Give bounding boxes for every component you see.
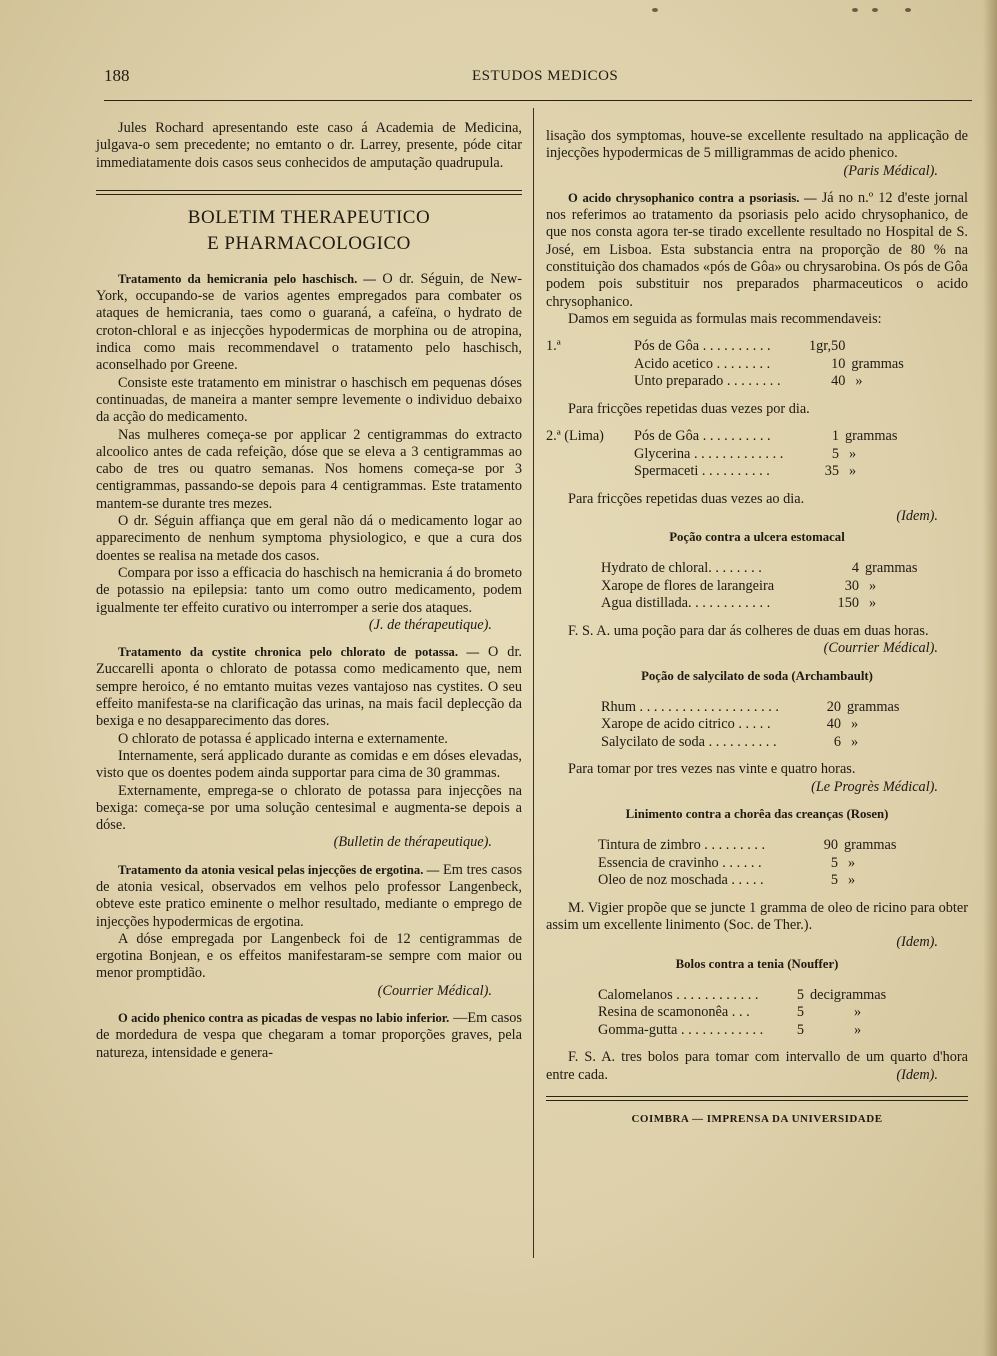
formula-note: Para fricções repetidas duas vezes por dia.	[568, 400, 810, 417]
header-rule	[104, 100, 972, 101]
paragraph: Externamente, emprega-se o chlorato de potassa para injecções na bexiga: começa-se por uma solução centesimal e augmenta-se depois a dóse.	[96, 782, 522, 834]
ink-smudge	[652, 8, 658, 12]
paragraph: O dr. Séguin affiança que em geral não dá o medicamento logar ao apparecimento de nenhum symptoma physiologico, e que a cura dos doentes se realisa na metade dos casos.	[96, 513, 522, 564]
page-header	[104, 66, 974, 96]
imprint-footer: COIMBRA — IMPRENSA DA UNIVERSIDADE	[631, 1113, 883, 1126]
running-head: ESTUDOS MEDICOS	[472, 68, 619, 84]
formula-6	[598, 987, 886, 1040]
formula-row: Xarope de acido citrico . . . . . 40 »	[601, 716, 859, 733]
continued-paragraph: lisação dos symptomas, houve-se excellente resultado na applicação de injecções hypodermicas de 5 milligrammas de acido phenico.	[546, 128, 968, 162]
page-number: 188	[104, 66, 130, 85]
source-citation: (Paris Médical).	[843, 162, 938, 179]
source-citation: (J. de thérapeutique).	[368, 616, 492, 633]
formula-row: Unto preparado . . . . . . . . 40 »	[634, 373, 863, 390]
formula-row: Rhum . . . . . . . . . . . . . . . . . . . . 20 grammas	[601, 698, 900, 715]
formula-number: 2.ª (Lima)	[546, 428, 604, 445]
source-citation: (Courrier Médical).	[377, 982, 492, 999]
paragraph: Damos em seguida as formulas mais recommendaveis:	[568, 310, 882, 327]
formula-3	[601, 560, 917, 613]
right-column	[546, 128, 968, 1129]
source-citation: (Idem).	[896, 1067, 938, 1084]
formula-row: 2.ª (Lima) Pós de Gôa . . . . . . . . . . 1 grammas	[546, 428, 898, 445]
footer-double-rule	[546, 1096, 968, 1101]
formula-5	[598, 837, 896, 890]
article-hemicrania: Tratamento da hemicrania pelo haschisch. — O dr. Séguin, de New-York, occupando-se de varios agentes empregados para combater os ataques de hemicrania, taes como o guaraná, a cafeïna, o hydrato de croton-chloral e as injecções hypodermicas de morphina ou de atropina, indica como mais recommendavel o tratamento pelo haschisch, aconselhado por Greene.	[96, 270, 522, 374]
article-heading: O acido phenico contra as picadas de vespas no labio inferior.	[118, 1011, 450, 1026]
paragraph: Nas mulheres começa-se por applicar 2 centigrammas do extracto alcoolico antes de cada refeição, dóse que se eleva a 3 centigrammas ao cabo de tres ou quatro semanas. Nos homens começa-se por 3 centigrammas, passando-se depois para 4 centigrammas. Este tratamento mantem-se durante tres mezes.	[96, 426, 522, 512]
formula-row: Resina de scamononêa . . . 5 »	[598, 1004, 862, 1021]
formula-row: Essencia de cravinho . . . . . . 5 »	[598, 854, 856, 871]
column-divider	[533, 108, 534, 1258]
source-citation: (Courrier Médical).	[823, 640, 938, 657]
article-cystite: Tratamento da cystite chronica pelo chlorato de potassa. — O dr. Zuccarelli aponta o chlorato de potassa como medicamento que, nem sempre heroico, é no emtanto muitas vezes vantajoso nas cystites. O seu effeito manifesta-se na clarificação das urinas, na mais facil deplecção da bexiga e no desapparecimento das dores.	[96, 644, 523, 730]
formula-heading: Poção de salycilato de soda (Archambault)	[641, 668, 873, 683]
formula-row: Glycerina . . . . . . . . . . . . . 5 »	[634, 445, 857, 462]
source-citation: (Idem).	[896, 507, 938, 524]
formula-2	[546, 428, 897, 481]
formula-number: 1.ª	[546, 338, 561, 355]
article-heading: Tratamento da atonia vesical pelas injecções de ergotina. —	[118, 862, 440, 877]
formula-row: Spermaceti . . . . . . . . . . 35 »	[634, 463, 857, 480]
ink-smudge	[872, 8, 878, 12]
formula-note: F. S. A. tres bolos para tomar com intervallo de um quarto d'hora entre cada.	[546, 1049, 968, 1083]
formula-row: 1.ª Pós de Gôa . . . . . . . . . . 1gr,50	[546, 338, 846, 355]
formula-row: Gomma-gutta . . . . . . . . . . . . 5 »	[598, 1021, 862, 1038]
formula-row: Calomelanos . . . . . . . . . . . . 5 decigrammas	[598, 986, 887, 1003]
formula-row: Salycilato de soda . . . . . . . . . . 6 »	[601, 733, 859, 750]
article-heading: Tratamento da hemicrania pelo haschisch. —	[118, 271, 376, 286]
source-citation: (Le Progrès Médical).	[811, 778, 938, 795]
section-double-rule	[96, 190, 522, 195]
article-acido-phenico: O acido phenico contra as picadas de vespas no labio inferior. —Em casos de mordedura de vespa que chegaram a tomar proporções graves, pela natureza, intensidade e genera-	[96, 1010, 522, 1061]
paragraph: A dóse empregada por Langenbeck foi de 12 centigrammas de ergotina Bonjean, e os effeitos manifestaram-se sempre com maior ou menor promptidão.	[96, 930, 522, 982]
paragraph: Consiste este tratamento em ministrar o haschisch em pequenas dóses continuadas, de maneira a manter sempre levemente o individuo debaixo da acção do medicamento.	[96, 374, 522, 426]
paragraph: O chlorato de potassa é applicado interna e externamente.	[118, 730, 448, 747]
ink-smudge	[905, 8, 911, 12]
formula-note: Para fricções repetidas duas vezes ao dia.	[568, 490, 805, 507]
formula-row: Acido acetico . . . . . . . . 10 grammas	[634, 355, 904, 372]
formula-heading: Bolos contra a tenia (Nouffer)	[675, 956, 839, 971]
formula-row: Xarope de flores de larangeira 30 »	[601, 577, 877, 594]
page-edge-shadow	[983, 0, 997, 1356]
article-atonia: Tratamento da atonia vesical pelas injecções de ergotina. — Em tres casos de atonia vesical, observados em velhos pelo professor Langenbeck, obteve este pratico eminente o melhor resultado, mediante o emprego de injecções hypodermicas de ergotina.	[96, 861, 523, 930]
article-psoriasis: O acido chrysophanico contra a psoriasis. — Já no n.º 12 d'este jornal nos referimos ao tratamento da psoriasis pelo acido chrysophanico, de que nos consta agora ter-se tirado excellente resultado no Hospital de S. José, em Lisboa. Esta substancia entra na proporção de 80 % na constituição dos chamados «pós de Gôa» ou chrysarobina. Os pós de Gôa podem pois substituir nos preparados pharmaceuticos o acido chrysophanico.	[546, 189, 968, 310]
formula-heading: Poção contra a ulcera estomacal	[669, 530, 845, 545]
formula-note: F. S. A. uma poção para dar ás colheres de duas em duas horas.	[568, 622, 929, 639]
intro-paragraph: Jules Rochard apresentando este caso á Academia de Medicina, julgava-o sem precedente; no emtanto o dr. Larrey, presente, póde citar immediatamente dois casos seus conhecidos de amputação quadrupula.	[96, 120, 522, 171]
formula-row: Agua distillada. . . . . . . . . . . . 150 »	[601, 595, 877, 612]
left-column	[96, 120, 522, 1062]
paragraph: Compara por isso a efficacia do haschisch na hemicrania á do brometo de potassio na epilepsia: tanto um como outro medicamento, podem igualmente ter effeito curativo ou interromper a serie dos ataques.	[96, 564, 522, 616]
source-citation: (Bulletin de thérapeutique).	[333, 834, 492, 851]
formula-4	[601, 699, 899, 752]
source-citation: (Idem).	[896, 934, 938, 951]
formula-note: Para tomar por tres vezes nas vinte e quatro horas.	[568, 761, 856, 778]
formula-1	[546, 338, 904, 391]
formula-row: Oleo de noz moschada . . . . . 5 »	[598, 872, 856, 889]
formula-row: Tintura de zimbro . . . . . . . . . 90 grammas	[598, 837, 897, 854]
formula-row: Hydrato de chloral. . . . . . . . 4 grammas	[601, 560, 918, 577]
ink-smudge	[852, 8, 858, 12]
paragraph: Internamente, será applicado durante as comidas e em dóses elevadas, visto que os doentes podem ainda supportar para cima de 30 grammas.	[96, 747, 522, 782]
article-heading: Tratamento da cystite chronica pelo chlorato de potassa. —	[118, 645, 480, 660]
section-title: BOLETIM THERAPEUTICO E PHARMACOLOGICO	[187, 206, 431, 254]
formula-heading: Linimento contra a chorêa das creanças (Rosen)	[625, 806, 889, 821]
formula-note: M. Vigier propõe que se juncte 1 gramma de oleo de ricino para obter assim um excellente linimento (Soc. de Ther.).	[546, 899, 968, 934]
article-heading: O acido chrysophanico contra a psoriasis. —	[568, 190, 817, 205]
